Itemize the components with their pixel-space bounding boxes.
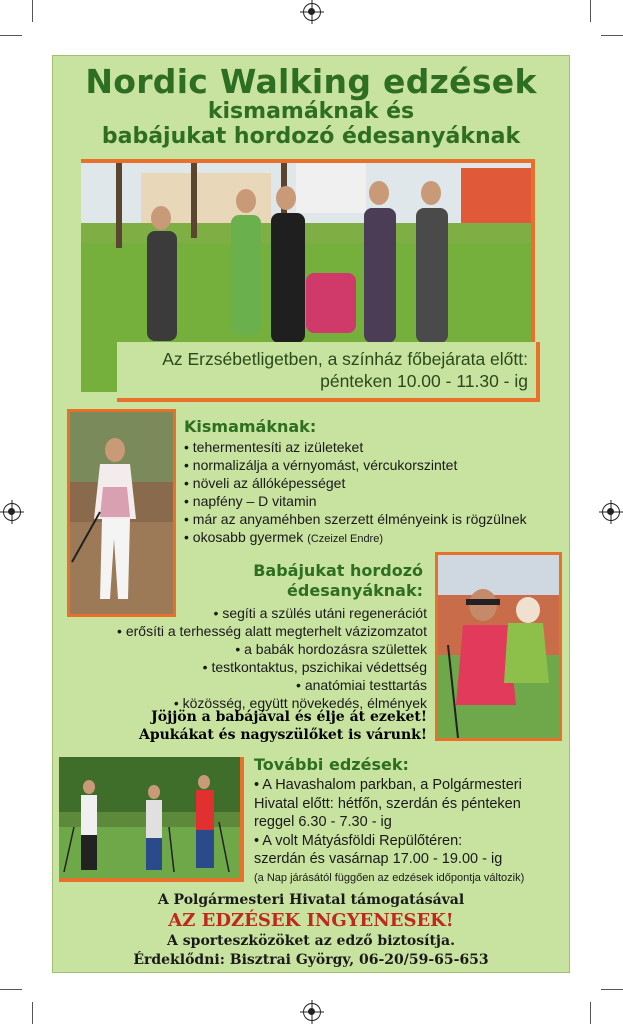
pregnant-benefits-list <box>184 438 527 548</box>
heading-line: Babájukat hordozó <box>253 561 423 580</box>
session-line: szerdán és vasárnap 17.00 - 19.00 - ig <box>254 851 503 867</box>
registration-mark-icon <box>3 503 21 521</box>
pregnant-woman-photo <box>67 409 176 617</box>
call-to-action: Apukákat és nagyszülőket is várunk! <box>138 727 427 743</box>
list-item: • anatómiai testtartás <box>117 676 427 694</box>
crop-mark <box>590 1002 591 1024</box>
pregnant-heading: Kismamáknak: <box>184 417 317 436</box>
free-training-banner: AZ EDZÉSEK INGYENESEK! <box>168 910 454 931</box>
further-heading: További edzések: <box>254 755 409 774</box>
crop-mark <box>0 989 22 990</box>
session-line: Hivatal előtt: hétfőn, szerdán és pénteken <box>254 795 521 812</box>
subtitle: babájukat hordozó édesanyáknak <box>101 124 521 149</box>
heading-line: édesanyáknak: <box>287 581 423 600</box>
call-to-action: Jöjjön a babájával és élje át ezeket! <box>151 709 427 725</box>
list-item: • tehermentesíti az izületeket <box>184 438 527 456</box>
schedule-line: pénteken 10.00 - 11.30 - ig <box>320 371 528 391</box>
page-title: Nordic Walking edzések <box>85 62 537 101</box>
crop-mark <box>0 35 22 36</box>
registration-mark-icon <box>602 503 620 521</box>
list-item: • segíti a szülés utáni regenerációt <box>117 604 427 622</box>
crop-mark <box>32 1002 33 1024</box>
list-item <box>184 528 527 548</box>
flyer <box>52 55 570 973</box>
babywearing-heading <box>253 561 423 601</box>
location-line: Az Erzsébetligetben, a színház főbejárata előtt: <box>162 349 528 369</box>
list-item: • a babák hordozásra születtek <box>117 640 427 658</box>
sponsor-line: A Polgármesteri Hivatal támogatásával <box>157 892 465 908</box>
babywearing-benefits-list <box>117 604 427 712</box>
crop-mark <box>590 0 591 22</box>
subtitle: kismamáknak és <box>207 99 415 124</box>
equipment-line: A sporteszközöket az edző biztosítja. <box>167 933 455 949</box>
crop-mark <box>601 35 623 36</box>
list-item: • közösség, együtt növekedés, élmények <box>117 694 427 712</box>
session-line: • A Havashalom parkban, a Polgármesteri <box>254 777 522 793</box>
list-item: • már az anyaméhben szerzett élményeink is rögzülnek <box>184 510 527 528</box>
session-line: reggel 6.30 - 7.30 - ig <box>254 814 392 830</box>
citation: (Czeizel Endre) <box>307 533 384 545</box>
session-note: (a Nap járásától függően az edzések időpontja változik) <box>254 871 525 884</box>
list-item: • napfény – D vitamin <box>184 492 527 510</box>
registration-mark-icon <box>303 3 321 21</box>
list-item: • testkontaktus, pszichikai védettség <box>117 658 427 676</box>
list-item: • normalizálja a vérnyomást, vércukorszintet <box>184 456 527 474</box>
list-item-text: okosabb gyermek <box>192 529 304 545</box>
contact-line: Érdeklődni: Bisztrai György, 06-20/59-65-653 <box>133 952 489 968</box>
crop-mark <box>601 989 623 990</box>
list-item: • erősíti a terhesség alatt megterhelt vázizomzatot <box>117 622 427 640</box>
walking-group-photo <box>59 757 244 882</box>
location-box <box>117 342 540 402</box>
mother-with-baby-photo <box>435 552 562 741</box>
further-sessions <box>254 776 524 887</box>
list-item: • növeli az állóképességet <box>184 474 527 492</box>
crop-mark <box>32 0 33 22</box>
session-line: • A volt Mátyásföldi Repülőtéren: <box>254 832 463 849</box>
registration-mark-icon <box>303 1003 321 1021</box>
